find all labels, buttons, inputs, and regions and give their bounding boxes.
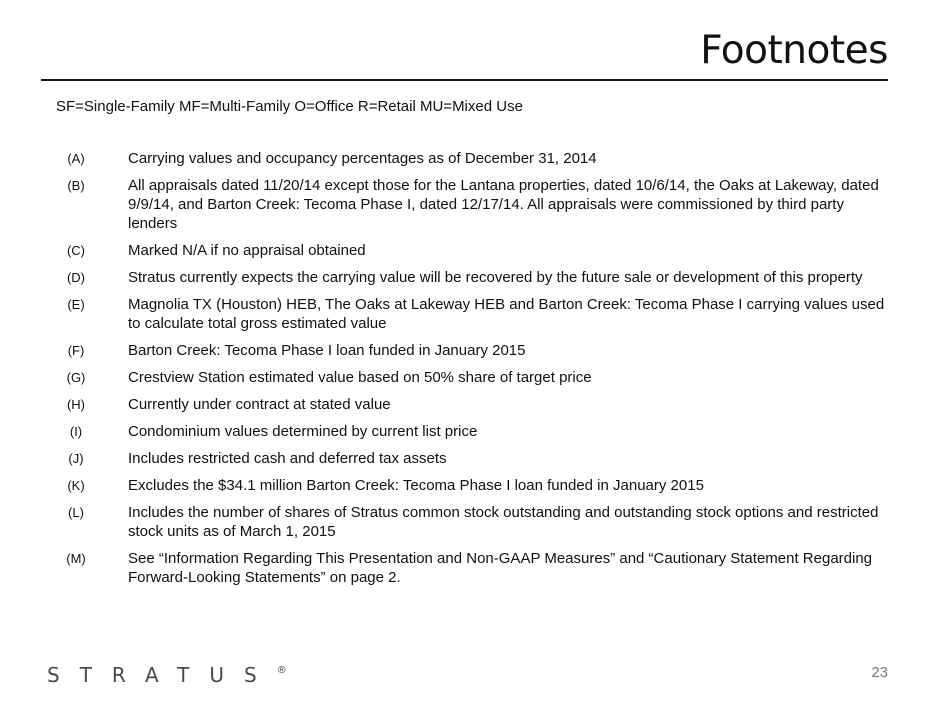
footnote-item <box>40 503 890 541</box>
footnote-label: (E) <box>67 297 85 312</box>
footnote-label: (C) <box>66 243 86 258</box>
footnotes-list <box>40 149 890 595</box>
footnote-label: (I) <box>69 424 83 439</box>
footnote-label: (B) <box>67 178 85 193</box>
footnote-item <box>40 176 890 233</box>
footnote-item <box>40 368 890 387</box>
footnote-text: Currently under contract at stated value <box>128 396 391 413</box>
footnote-item <box>40 476 890 495</box>
footnote-item <box>40 449 890 468</box>
footnote-text: See “Information Regarding This Presentation and Non-GAAP Measures” and “Cautionary Statement Regarding Forward-Looking Statements” on page 2. <box>128 550 873 586</box>
footnote-label: (J) <box>68 451 84 466</box>
footnote-label: (F) <box>67 343 85 358</box>
footnote-item <box>40 422 890 441</box>
logo-wordmark: STRATUS <box>47 663 277 687</box>
footnote-text: Condominium values determined by current list price <box>128 423 478 440</box>
footnote-text: Magnolia TX (Houston) HEB, The Oaks at Lakeway HEB and Barton Creek: Tecoma Phase I carrying values used to calculate total gross estimated value <box>128 296 885 332</box>
footnote-text: Stratus currently expects the carrying value will be recovered by the future sale or development of this property <box>128 269 863 286</box>
footnote-item <box>40 149 890 168</box>
title-underline <box>41 79 888 81</box>
footnote-label: (A) <box>67 151 85 166</box>
footnote-item <box>40 268 890 287</box>
footnote-text: Includes restricted cash and deferred tax assets <box>128 450 447 467</box>
footnote-item <box>40 341 890 360</box>
stratus-logo <box>47 663 287 687</box>
footnote-item <box>40 295 890 333</box>
footnote-label: (K) <box>67 478 85 493</box>
footnote-label: (H) <box>66 397 86 412</box>
footnote-item <box>40 241 890 260</box>
footnote-item <box>40 395 890 414</box>
footnote-text: Marked N/A if no appraisal obtained <box>128 242 366 259</box>
footnote-text: Includes the number of shares of Stratus common stock outstanding and outstanding stock options and restricted stock units as of March 1, 2015 <box>128 504 879 540</box>
footnote-item <box>40 549 890 587</box>
page-title: Footnotes <box>700 28 888 73</box>
footnote-text: Excludes the $34.1 million Barton Creek: Tecoma Phase I loan funded in January 2015 <box>128 477 704 494</box>
abbreviations-legend: SF=Single-Family MF=Multi-Family O=Office R=Retail MU=Mixed Use <box>56 98 523 115</box>
footnote-text: All appraisals dated 11/20/14 except those for the Lantana properties, dated 10/6/14, the Oaks at Lakeway, dated 9/9/14, and Barton Creek: Tecoma Phase I, dated 12/17/14. All appraisals were commissioned by third party lenders <box>128 177 879 232</box>
footnote-text: Carrying values and occupancy percentages as of December 31, 2014 <box>128 150 597 167</box>
page-number: 23 <box>871 664 888 681</box>
footnote-label: (D) <box>66 270 86 285</box>
footnote-label: (G) <box>66 370 86 385</box>
footnote-text: Crestview Station estimated value based on 50% share of target price <box>128 369 592 386</box>
footnote-label: (L) <box>68 505 84 520</box>
registered-trademark-icon: ® <box>276 665 287 676</box>
footnote-text: Barton Creek: Tecoma Phase I loan funded in January 2015 <box>128 342 526 359</box>
footnote-label: (M) <box>66 551 86 566</box>
